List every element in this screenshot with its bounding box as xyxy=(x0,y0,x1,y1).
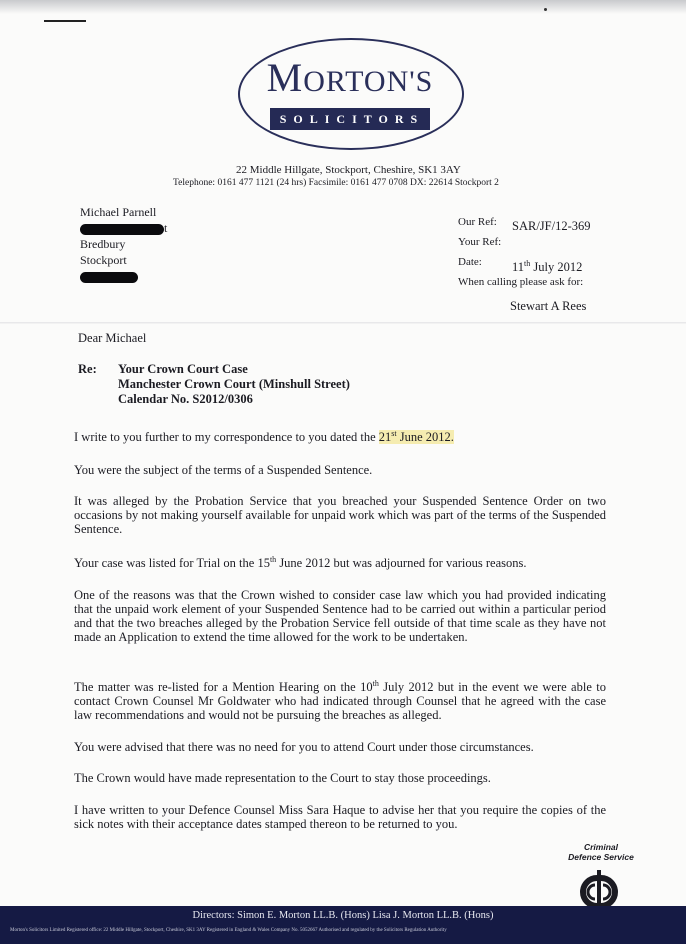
date-label: Date: xyxy=(458,256,482,268)
recipient-name: Michael Parnell xyxy=(80,205,157,219)
our-ref-label: Our Ref: xyxy=(458,216,497,228)
p1-text: I write to you further to my correspondence to you dated the xyxy=(74,430,379,444)
greeting: Dear Michael xyxy=(78,331,147,345)
logo-firm-name xyxy=(238,54,462,101)
firm-logo xyxy=(238,38,462,150)
recipient-city: Stockport xyxy=(80,253,127,267)
contact-person: Stewart A Rees xyxy=(510,299,587,313)
p6-text-a: The matter was re-listed for a Mention Hearing on the 10 xyxy=(74,680,373,694)
footer-directors: Directors: Simon E. Morton LL.B. (Hons) Lisa J. Morton LL.B. (Hons) xyxy=(192,910,494,921)
footer-registration: Morton's Solicitors Limited Registered office: 22 Middle Hillgate, Stockport, Cheshire, SK1 3AY Registered in England & Wales Company No. 5052667 Authorised and regulated by the Solicitors Regulation Authority xyxy=(10,928,447,933)
criminal-defence-service-badge xyxy=(566,842,636,862)
date-month-year: July 2012 xyxy=(533,260,583,274)
pen-mark xyxy=(44,20,86,22)
logo-solicitors-bar: SOLICITORS xyxy=(270,108,430,130)
your-ref-label: Your Ref: xyxy=(458,236,502,248)
p6-text-b: July 2012 but in the event we were able to contact Crown Counsel Mr Goldwater who had indicated through Counsel that he agreed with the case law recommendations and would not be pursuing the breaches as alleged. xyxy=(74,680,606,722)
paragraph-sick-notes: I have written to your Defence Counsel Miss Sara Haque to advise her that you require the copies of the sick notes with their acceptance dates stamped thereon to be returned to you. xyxy=(74,803,606,831)
recipient-line-suffix: t xyxy=(164,221,168,235)
highlighted-date xyxy=(379,430,454,444)
redaction-mark xyxy=(80,272,138,283)
paragraph-no-attendance: You were advised that there was no need for you to attend Court under those circumstances. xyxy=(74,740,534,754)
re-line-case: Your Crown Court Case xyxy=(118,362,248,376)
date-day: 11 xyxy=(512,260,525,274)
p1-suffix: st xyxy=(391,428,397,438)
our-ref-value: SAR/JF/12-369 xyxy=(512,219,591,233)
paragraph-trial-listing xyxy=(74,556,606,570)
p4-text-a: Your case was listed for Trial on the 15 xyxy=(74,556,270,570)
p1-day: 21 xyxy=(378,430,392,444)
re-line-calendar: Calendar No. S2012/0306 xyxy=(118,392,253,406)
paragraph-correspondence xyxy=(74,430,606,444)
logo-name-rest: ORTON'S xyxy=(303,65,434,98)
paragraph-mention-hearing xyxy=(74,680,606,722)
re-label: Re: xyxy=(78,362,97,376)
letter-footer xyxy=(0,906,686,944)
cds-line-2: Defence Service xyxy=(568,852,634,862)
firm-contact: Telephone: 0161 477 1121 (24 hrs) Facsimile: 0161 477 0708 DX: 22614 Stockport 2 xyxy=(173,178,499,188)
paragraph-case-law: One of the reasons was that the Crown wished to consider case law which you had provided indicating that the unpaid work element of your Suspended Sentence had to be carried out within a particular period and that the two breaches alleged by the Probation Service fell outside of that time scale as they have not made an Application to extend the time allowed for the work to be undertaken. xyxy=(74,588,606,644)
recipient-town: Bredbury xyxy=(80,237,126,251)
p6-suffix: th xyxy=(372,678,379,688)
paragraph-representation: The Crown would have made representation to the Court to stay those proceedings. xyxy=(74,771,491,785)
date-value xyxy=(512,260,582,275)
ink-dot xyxy=(544,8,547,11)
paragraph-breach-allegation: It was alleged by the Probation Service that you breached your Suspended Sentence Order on two occasions by not making yourself available for unpaid work which was part of the terms of the Suspended Sentence. xyxy=(74,494,606,536)
recipient-line-redacted xyxy=(80,220,167,236)
cds-line-1: Criminal xyxy=(583,842,618,852)
re-subject xyxy=(118,362,350,407)
fold-line xyxy=(0,322,686,324)
recipient-postcode-redacted xyxy=(80,268,167,284)
paragraph-suspended-sentence: You were the subject of the terms of a Suspended Sentence. xyxy=(74,463,373,477)
firm-address: 22 Middle Hillgate, Stockport, Cheshire, SK1 3AY xyxy=(236,164,461,176)
p4-text-b: June 2012 but was adjourned for various reasons. xyxy=(276,556,527,570)
logo-initial: M xyxy=(266,55,304,100)
redaction-mark xyxy=(80,224,164,235)
p1-month: June 2012. xyxy=(396,430,454,444)
re-line-court: Manchester Crown Court (Minshull Street) xyxy=(118,377,350,391)
date-suffix: th xyxy=(524,258,531,268)
recipient-block xyxy=(80,204,167,284)
scan-shadow xyxy=(0,0,686,14)
calling-label: When calling please ask for: xyxy=(458,276,584,288)
p4-suffix: th xyxy=(269,554,277,564)
